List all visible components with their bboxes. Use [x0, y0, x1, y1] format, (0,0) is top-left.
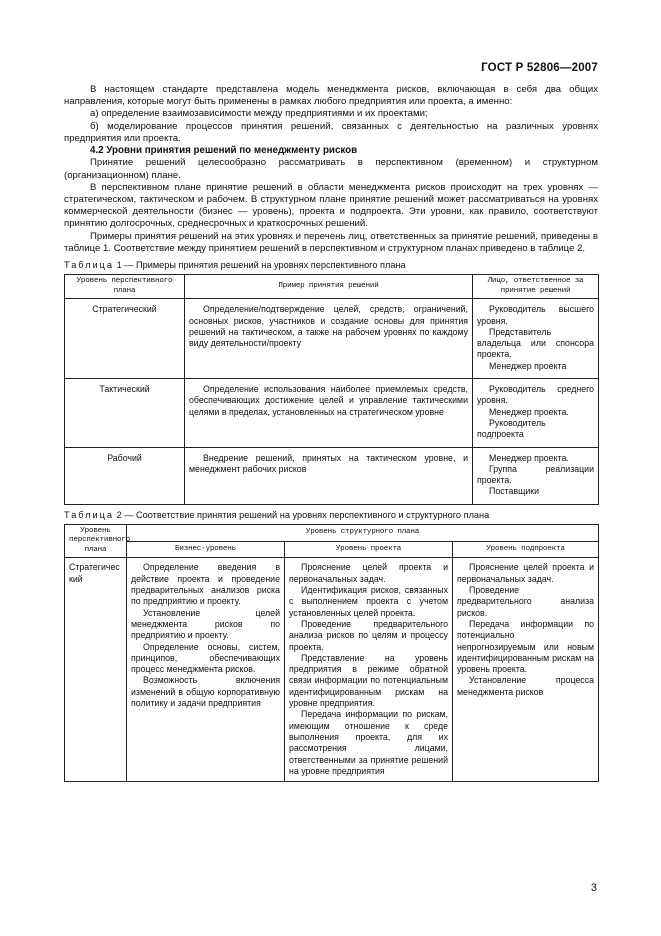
table1-caption-word: Таблица — [64, 260, 115, 271]
table1-header-level: Уровень перспективного плана — [65, 275, 185, 299]
table1-responsible-cell: Руководитель высшего уровня. Представитель владельца или спонсора проекта. Менеджер проекта — [473, 299, 599, 379]
list-item-b: б) моделирование процессов принятия решений, связанных с деятельностью на различных уровнях предприятия или проекта. — [64, 120, 598, 144]
table2-project-cell: Прояснение целей проекта и первоначальных задач. Идентификация рисков, связанных с выполнением проекта с учетом установленных целей проекта. Проведение предварительного анализа рисков по целям и процессу проекта. Представление на уровень предприятия в режиме обратной связи информации по потенциальным идентифицированным рискам на уровне предприятия. Передача информации по рискам, имеющим отношение к среде выполнения проекта, для их рассмотрения лицами, ответственными за принятие решений на уровне предприятия — [285, 558, 453, 782]
table2-level-cell: Стратегический — [65, 558, 127, 782]
intro-paragraph: В настоящем стандарте представлена модель менеджмента рисков, включающая в себя два общих направления, которые могут быть применены в рамках любого предприятия или проекта, а именно: — [64, 84, 598, 108]
table2 — [64, 524, 599, 782]
table1-example-cell: Определение/подтверждение целей, средств, ограничений, основных рисков, участников и создание основы для принятия решений на тактическом, а также на рабочем уровнях по каждому виду деятельности/проекту — [185, 299, 473, 379]
table1-level-cell: Тактический — [65, 379, 185, 447]
table2-caption-word: Таблица — [64, 509, 115, 520]
table1-caption-text: 1 — Примеры принятия решений на уровнях перспективного плана — [116, 260, 406, 271]
table1-header-responsible: Лицо, ответственное за принятие решений — [473, 275, 599, 299]
table2-caption-text: 2 — Соответствие принятия решений на уровнях перспективного и структурного плана — [116, 509, 490, 520]
table1-responsible-cell: Менеджер проекта. Группа реализации проекта. Поставщики — [473, 447, 599, 504]
table2-business-cell: Определение введения в действие проекта и проведение предварительных анализов риска по предприятию и проекту. Установление целей менеджмента рисков по предприятию и проекту. Определение основы, систем, принципов, обеспечивающих процесс менеджмента рисков. Возможность включения изменений в общую корпоративную политику и задачи предприятия — [127, 558, 285, 782]
table1-example-cell: Определение использования наиболее приемлемых средств, обеспечивающих достижение целей и управление тактическими целями в пределах, установленных на стратегическом уровне — [185, 379, 473, 447]
table1-example-cell: Внедрение решений, принятых на тактическом уровне, и менеджмент рабочих рисков — [185, 447, 473, 504]
table1-level-cell: Рабочий — [65, 447, 185, 504]
table1 — [64, 274, 599, 505]
table2-header-project: Уровень проекта — [285, 541, 453, 558]
table1-caption — [64, 259, 598, 271]
table2-caption — [64, 509, 598, 521]
page-number: 3 — [590, 882, 597, 894]
table1-responsible-cell: Руководитель среднего уровня. Менеджер проекта. Руководитель подпроекта — [473, 379, 599, 447]
table2-header-struct: Уровень структурного плана — [127, 524, 599, 541]
document-body — [64, 84, 598, 782]
table1-header-row — [65, 275, 599, 299]
table-row — [65, 447, 599, 504]
table2-subproject-cell: Прояснение целей проекта и первоначальных задач. Проведение предварительного анализа рисков. Передача информации по потенциально непрогнозируемым или новым идентифицированным рискам на уровень проекта. Установление процесса менеджмента рисков — [453, 558, 599, 782]
standard-code: ГОСТ Р 52806—2007 — [481, 62, 598, 74]
table2-header-level: Уровень перспективного плана — [65, 524, 127, 558]
paragraph: В перспективном плане принятие решений в области менеджмента рисков происходит на трех уровнях — стратегическом, тактическом и рабочем. В структурном плане принятие решений может рассматриваться на уровнях коммерческой деятельности (бизнес — уровень), проекта и подпроекта. Эти уровни, как правило, соответствуют принятию долгосрочных, среднесрочных и краткосрочных решений. — [64, 181, 598, 230]
section-heading: 4.2 Уровни принятия решений по менеджменту рисков — [90, 145, 358, 157]
table2-subheader-row — [65, 541, 599, 558]
table1-level-cell: Стратегический — [65, 299, 185, 379]
list-item-a: а) определение взаимозависимости между предприятиями и их проектами; — [90, 108, 428, 120]
table-row — [65, 379, 599, 447]
table-row — [65, 299, 599, 379]
paragraph: Принятие решений целесообразно рассматривать в перспективном (временном) и структурном (организационном) плане. — [64, 157, 598, 181]
table2-header-subproject: Уровень подпроекта — [453, 541, 599, 558]
table-row — [65, 558, 599, 782]
table1-header-example: Пример принятия решений — [185, 275, 473, 299]
paragraph: Примеры принятия решений на этих уровнях и перечень лиц, ответственных за принятие решений, приведены в таблице 1. Соответствие между принятием решений в перспективном и структурном планах приведено в таблице 2. — [64, 230, 598, 254]
table2-header-row — [65, 524, 599, 541]
table2-header-business: Бизнес-уровень — [127, 541, 285, 558]
